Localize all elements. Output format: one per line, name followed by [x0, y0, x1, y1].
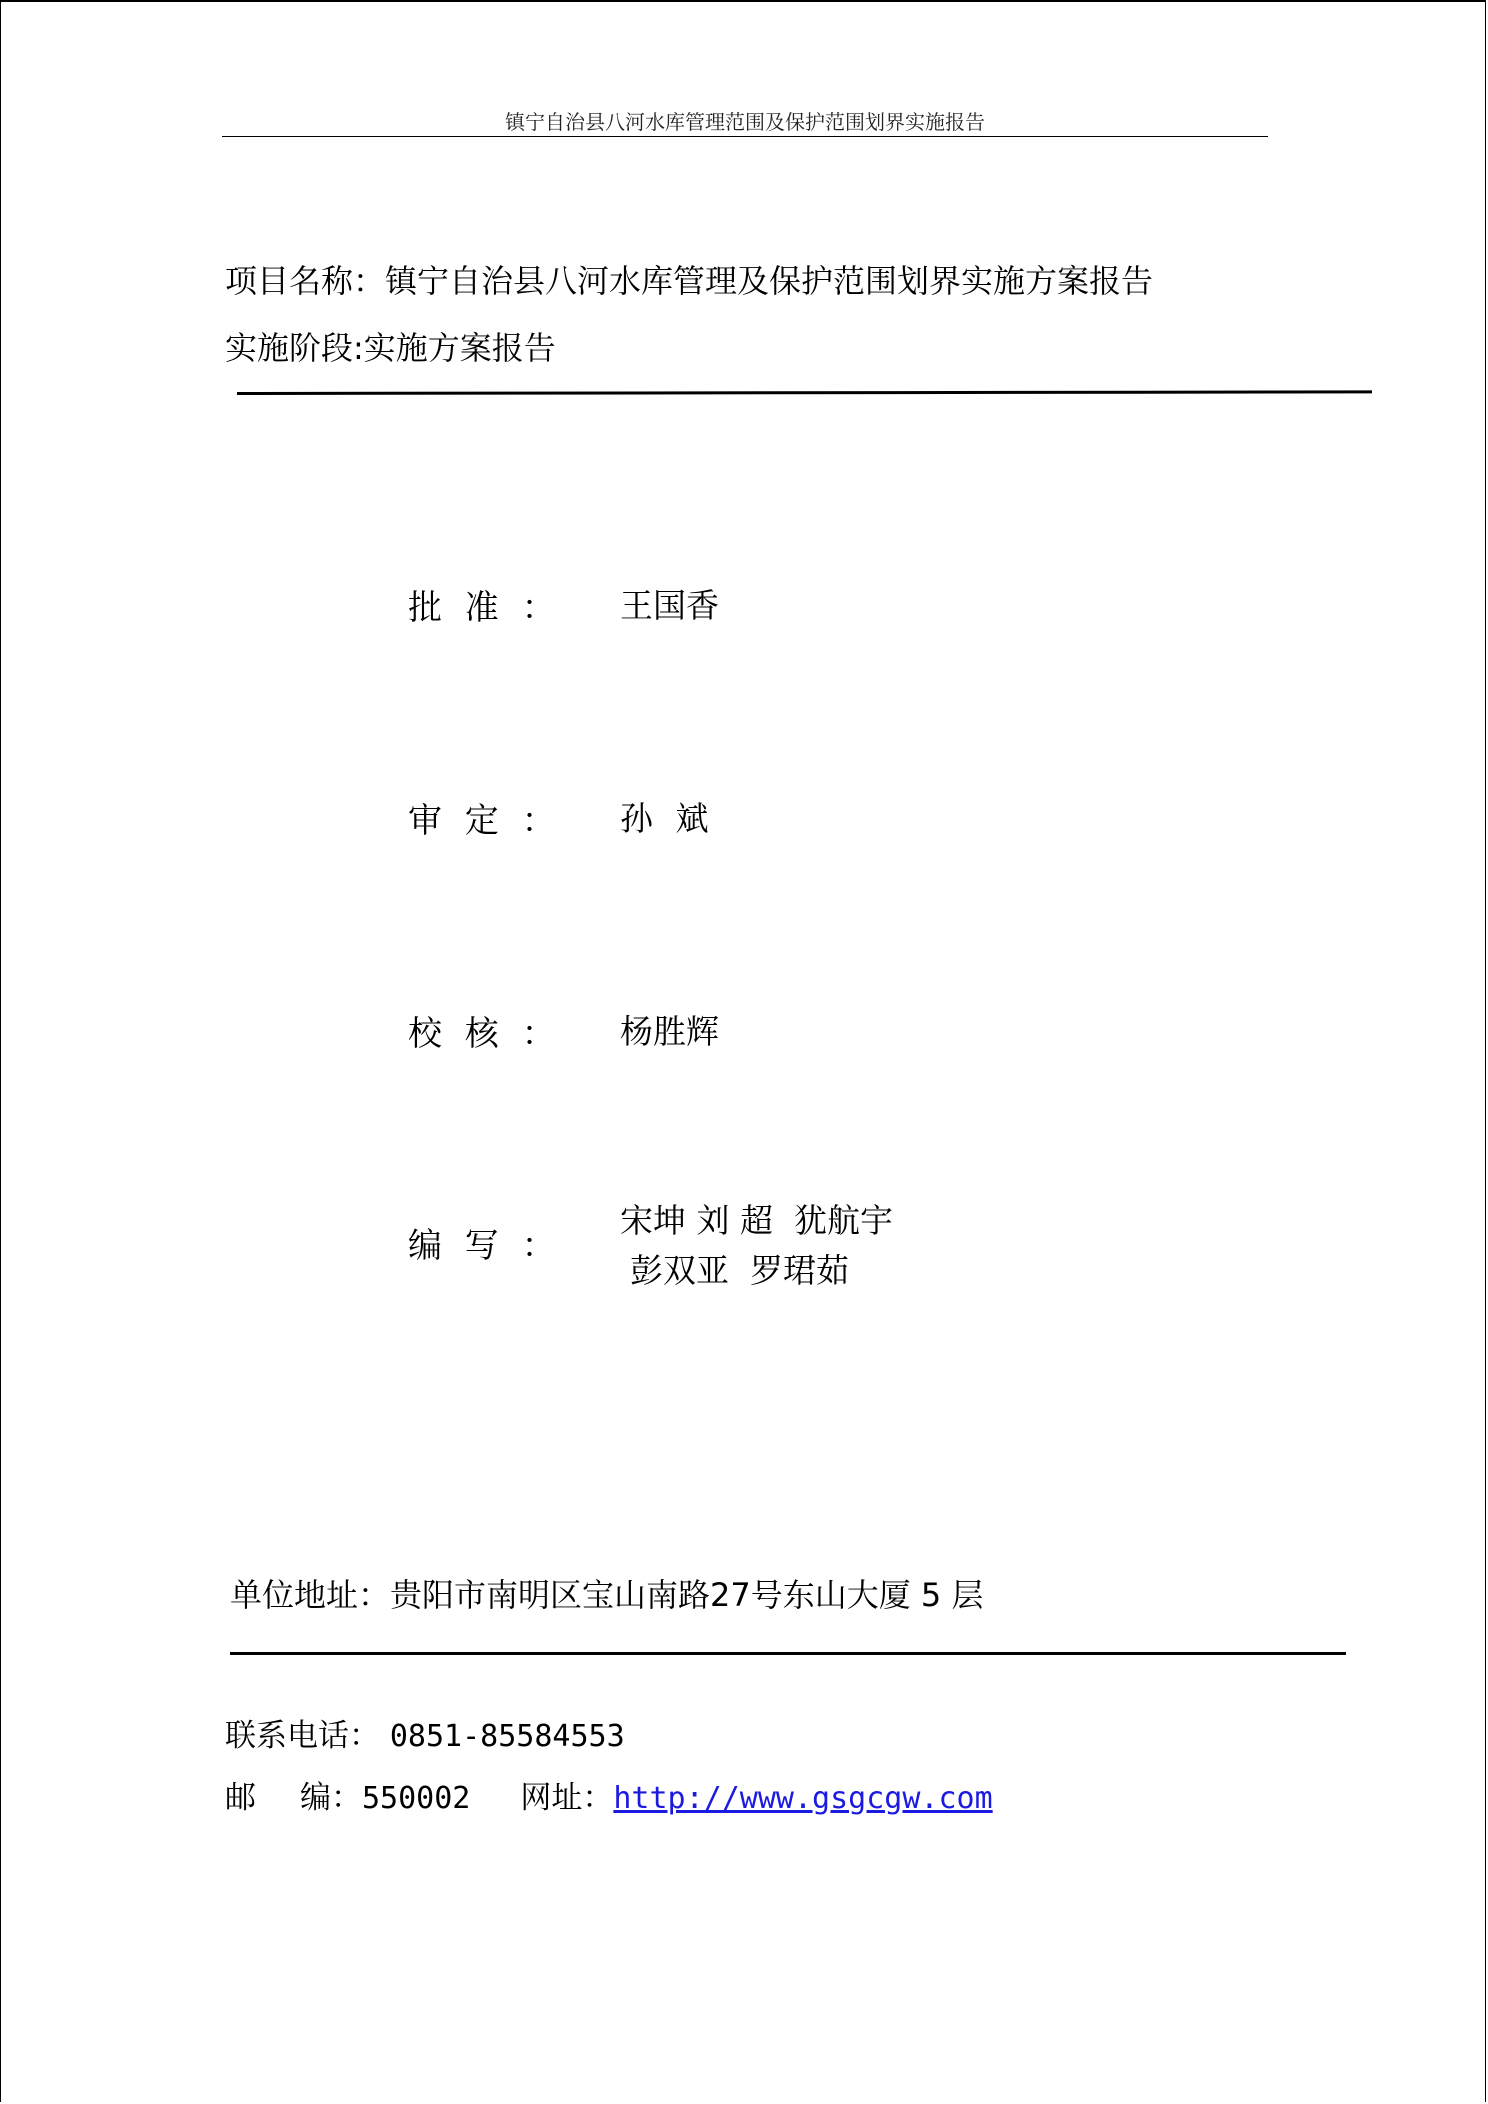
postal-label-a: 邮	[225, 1780, 256, 1816]
review-label: 审 定 ：	[408, 801, 562, 841]
project-stage-value: 实施方案报告	[363, 329, 556, 367]
divider-bottom	[230, 1652, 1346, 1655]
author-names-line2: 彭双亚 罗珺茹	[630, 1251, 849, 1290]
postal-value: 550002	[362, 1781, 471, 1816]
check-label: 校 核 ：	[408, 1014, 562, 1054]
author-names-line1: 宋坤 刘 超 犹航宇	[620, 1201, 893, 1240]
phone-value: 0851-85584553	[389, 1719, 625, 1754]
running-header: 镇宁自治县八河水库管理范围及保护范围划界实施报告	[505, 110, 985, 134]
approve-label: 批 准 ：	[408, 588, 562, 628]
project-name-label: 项目名称：	[225, 262, 386, 300]
postal-label-b: 编：	[300, 1780, 362, 1816]
author-label: 编 写 ：	[408, 1226, 562, 1266]
phone-label: 联系电话：	[225, 1718, 380, 1754]
website-label: 网址：	[520, 1780, 614, 1816]
address-value: 贵阳市南明区宝山南路27号东山大厦 5 层	[390, 1576, 984, 1614]
project-stage-label: 实施阶段:	[225, 329, 364, 367]
postal-website-line	[225, 1772, 993, 1817]
address-line	[230, 1570, 983, 1616]
phone-line	[225, 1710, 625, 1755]
review-value: 孙 斌	[620, 799, 715, 838]
address-label: 单位地址：	[230, 1576, 391, 1614]
project-name-line	[225, 256, 1153, 302]
header-rule	[222, 136, 1268, 137]
project-name-value: 镇宁自治县八河水库管理及保护范围划界实施方案报告	[385, 262, 1154, 300]
approve-value: 王国香	[620, 586, 719, 625]
website-link[interactable]: http://www.gsgcgw.com	[613, 1781, 993, 1816]
check-value: 杨胜辉	[620, 1012, 719, 1051]
project-stage-line	[225, 323, 556, 369]
